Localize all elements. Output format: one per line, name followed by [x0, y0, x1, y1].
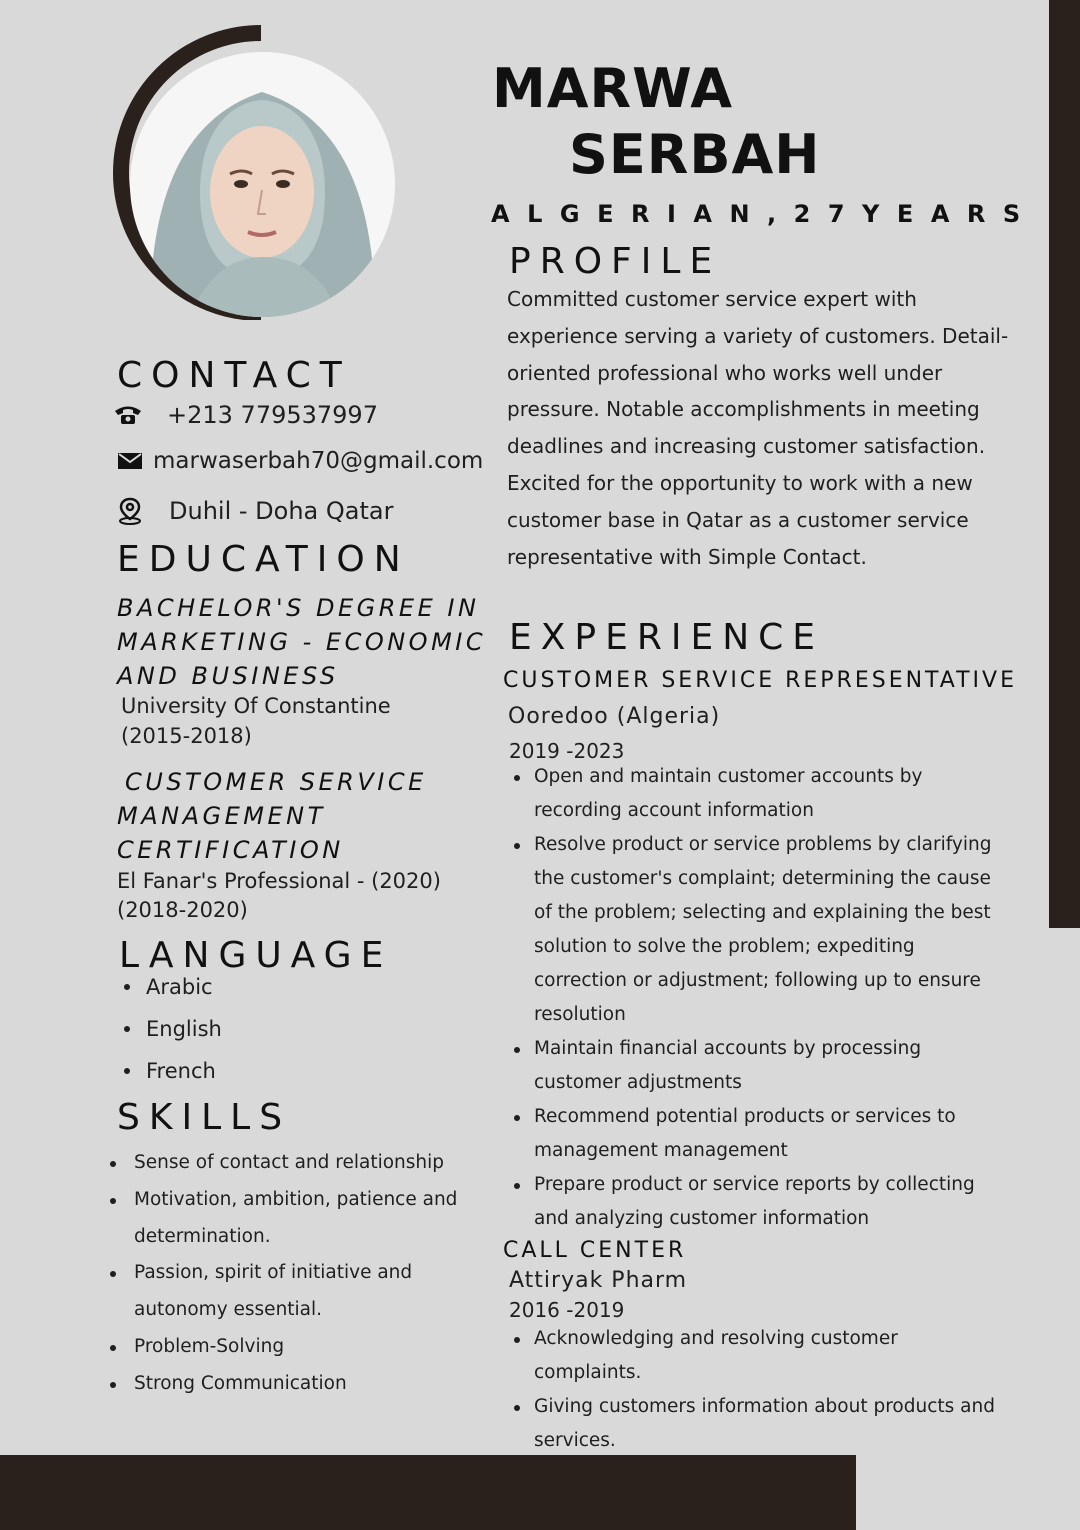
name-last: SERBAH — [569, 123, 821, 186]
list-item: Resolve product or service problems by clarifying the customer's complaint; determining the cause of the problem; selecting and explaining the best solution to solve the problem; expediting correction or adjustment; following up to ensure resolution — [510, 828, 1010, 1032]
language-heading: LANGUAGE — [119, 935, 393, 976]
education-degree-2: CUSTOMER SERVICE MANAGEMENT CERTIFICATION — [117, 768, 427, 864]
education-years-1: (2015-2018) — [121, 724, 252, 748]
list-item: Maintain financial accounts by processing customer adjustments — [510, 1032, 1010, 1100]
list-item: Acknowledging and resolving customer complaints. — [510, 1322, 1010, 1390]
subtitle-nationality-age: ALGERIAN,27YEARS — [491, 200, 1038, 228]
list-item: Arabic — [118, 966, 222, 1008]
avatar — [130, 52, 395, 317]
list-item: Problem-Solving — [110, 1329, 475, 1366]
list-item: English — [118, 1008, 222, 1050]
contact-email[interactable] — [115, 446, 483, 476]
profile-summary: Committed customer service expert with experience serving a variety of customers. Detail-oriented professional who works well under pressure. Notable accomplishments in meeting deadlines and increasing customer satisfaction. Excited for the opportunity to work with a new customer base in Qatar as a customer service representative with Simple Contact. — [507, 287, 1009, 569]
job-duties-1 — [510, 760, 1010, 1236]
education-heading: EDUCATION — [117, 539, 410, 580]
phone-icon — [113, 400, 143, 430]
list-item: Strong Communication — [110, 1366, 475, 1403]
language-list — [118, 966, 222, 1092]
job-company-2: Attiryak Pharm — [509, 1268, 688, 1293]
list-item: Recommend potential products or services to management management — [510, 1100, 1010, 1168]
job-dates-2: 2016 -2019 — [509, 1298, 625, 1322]
list-item: French — [118, 1050, 222, 1092]
experience-heading: EXPERIENCE — [509, 617, 825, 658]
email-address: marwaserbah70@gmail.com — [153, 448, 484, 474]
list-item: Passion, spirit of initiative and autonomy essential. — [110, 1255, 475, 1329]
mail-icon — [115, 446, 145, 476]
profile-photo — [96, 24, 396, 320]
job-title-1: CUSTOMER SERVICE REPRESENTATIVE — [503, 668, 1017, 693]
education-school-1: University Of Constantine — [121, 694, 391, 718]
contact-location — [115, 496, 393, 526]
location-pin-icon — [115, 496, 145, 526]
list-item: Open and maintain customer accounts by recording account information — [510, 760, 1010, 828]
list-item: Giving customers information about products and services. — [510, 1390, 1010, 1458]
job-dates-1: 2019 -2023 — [509, 739, 625, 763]
list-item: Prepare product or service reports by collecting and analyzing customer information — [510, 1168, 1010, 1236]
contact-heading: CONTACT — [117, 355, 351, 396]
job-title-2: CALL CENTER — [503, 1238, 687, 1263]
education-degree-1: BACHELOR'S DEGREE IN MARKETING - ECONOMIC AND BUSINESS — [117, 594, 487, 690]
contact-phone[interactable] — [113, 400, 378, 430]
job-company-1: Ooredoo (Algeria) — [508, 704, 721, 729]
profile-heading: PROFILE — [509, 241, 722, 282]
location-text: Duhil - Doha Qatar — [169, 497, 394, 525]
list-item: Motivation, ambition, patience and determination. — [110, 1182, 475, 1256]
bottom-accent-bar — [0, 1455, 856, 1530]
education-years-2: (2018-2020) — [117, 898, 248, 922]
name-first: MARWA — [492, 57, 734, 120]
right-accent-bar — [1049, 0, 1080, 928]
education-school-2: El Fanar's Professional - (2020) — [117, 869, 441, 893]
skills-heading: SKILLS — [117, 1097, 292, 1138]
skills-list — [110, 1145, 475, 1403]
job-duties-2 — [510, 1322, 1010, 1458]
phone-number: +213 779537997 — [167, 401, 378, 429]
list-item: Sense of contact and relationship — [110, 1145, 475, 1182]
